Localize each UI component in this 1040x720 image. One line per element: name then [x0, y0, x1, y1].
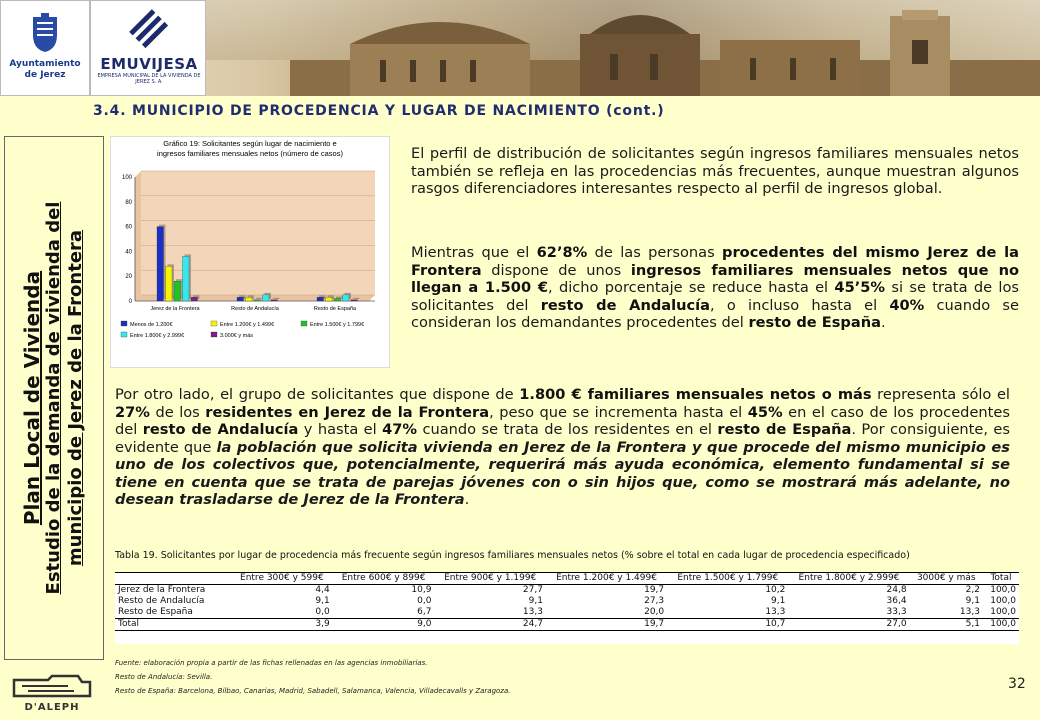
daleph-name: D'ALEPH [24, 702, 80, 713]
chart-bar-shadow [353, 298, 360, 299]
table-header-cell: Entre 900€ y 1.199€ [434, 573, 545, 585]
table-total-row [115, 619, 1019, 631]
ayto-line-1: Ayuntamiento [9, 59, 81, 69]
table-header-cell: Entre 1.500€ y 1.799€ [667, 573, 788, 585]
chart-bar [174, 281, 181, 301]
table-cell: 36,4 [886, 596, 907, 606]
emuvijesa-logo [90, 0, 206, 96]
chart-bar [237, 297, 244, 301]
paragraph-2 [411, 244, 1019, 332]
table-cell: 13,3 [522, 607, 543, 617]
legend-swatch [211, 321, 217, 326]
table-caption: Tabla 19. Solicitantes por lugar de procedencia más frecuente según ingresos familiares mensuales netos (% sobre el total en cada lugar de procedencia especificado) [115, 550, 910, 561]
emphasis-run: 27% [115, 403, 150, 421]
table-header-cell: Entre 1.200€ y 1.499€ [546, 573, 667, 585]
income-chart [111, 137, 389, 367]
sources-notes [115, 656, 510, 698]
emphasis-run: resto de Andalucía [142, 421, 299, 438]
text-run: cuando se consideran los demandantes procedentes del [411, 296, 1019, 331]
legend-label: Entre 1.500€ y 1.799€ [310, 322, 365, 328]
table-header-cell: Total [983, 573, 1019, 585]
chart-y-tick-label: 0 [128, 299, 132, 305]
emphasis-run: procedentes del mismo Jerez de la Frontera [411, 244, 1019, 279]
table-cell: 9,1 [965, 596, 980, 606]
legend-label: Menos de 1.200€ [130, 322, 173, 328]
sidebar-vertical-title [21, 202, 87, 595]
emphasis-run: resto de Andalucía [540, 296, 711, 314]
emphasis-run: residentes en Jerez de la Frontera [205, 403, 490, 421]
row-label: Total [115, 619, 231, 631]
chart-bar [343, 295, 350, 301]
text-run: Mientras que el [411, 244, 537, 261]
text-run: . Por consiguiente, es evidente que [115, 421, 1011, 456]
row-label: Resto de España [118, 607, 193, 617]
chart-bar [166, 266, 173, 301]
text-run: de los [149, 403, 206, 421]
table-header-cell [115, 573, 231, 585]
chart-x-tick-label: Resto de España [313, 306, 357, 312]
table-cell: 13,3 [765, 607, 786, 617]
table-cell: 24,8 [886, 585, 907, 595]
paragraph-1: El perfil de distribución de solicitantes según ingresos familiares mensuales netos también se refleja en las procedencias más frecuentes, aunque muestran algunos rasgos diferenciadores interesantes respecto al perfil de ingresos global. [411, 145, 1019, 197]
table-cell: 100,0 [990, 596, 1016, 606]
chart-y-tick-label: 60 [125, 224, 132, 231]
emuvijesa-subtitle: EMPRESA MUNICIPAL DE LA VIVIENDA DE JEREZ S. A. [97, 73, 201, 85]
table-cell: 13,3 [959, 607, 980, 617]
chart-y-tick-label: 40 [125, 249, 132, 256]
table-cell: 100,0 [983, 619, 1019, 631]
emphasis-run: la población que solicita vivienda en Jerez de la Frontera y que procede del mismo municipio es uno de los colectivos que, potencialmente, requerirá más ayuda económica, elemento fundamental si se tiene en cuenta que se trata de parejas jóvenes con o sin hijos que, como se mostrará más adelante, no desean trasladarse de Jerez de la Frontera [115, 438, 1010, 508]
text-run: , peso que se incrementa hasta el [489, 403, 748, 421]
emuvijesa-mark-icon [129, 7, 169, 51]
chart-back-wall [141, 171, 375, 295]
table-cell: 19,7 [546, 619, 667, 631]
table-header-cell: 3000€ y más [910, 573, 983, 585]
daleph-mark-icon [8, 672, 96, 702]
ayto-line-2: de Jerez [24, 70, 66, 80]
table-cell: 10,9 [411, 585, 432, 595]
source-line: Resto de España: Barcelona, Bilbao, Canarias, Madrid, Sabadell, Salamanca, Valencia, Villadecavalls y Zaragoza. [115, 687, 511, 695]
text-run: , o incluso hasta el [710, 296, 890, 314]
chart-bar [271, 300, 278, 301]
emphasis-run: resto de España [748, 314, 881, 331]
legend-label: 3.000€ y más [220, 333, 254, 339]
page-number: 32 [1008, 676, 1026, 692]
table-row [115, 585, 1019, 597]
sidebar-frame [4, 136, 104, 660]
row-label: Jerez de la Frontera [118, 585, 206, 595]
table-header-cell: Entre 300€ y 599€ [231, 573, 333, 585]
table-header-row [115, 573, 1019, 585]
chart-y-tick-label: 100 [121, 175, 132, 181]
chart-bar [317, 297, 324, 301]
text-run: Por otro lado, el grupo de solicitantes que dispone de [115, 386, 520, 403]
table-cell: 3,9 [231, 619, 333, 631]
header-banner [0, 0, 1040, 96]
text-run: en el caso de los procedentes del [115, 403, 1010, 438]
text-run: dispone de unos [481, 261, 631, 279]
ayuntamiento-logo [0, 0, 90, 96]
chart-bar [183, 256, 190, 301]
coat-of-arms-icon [31, 13, 59, 53]
text-run: , dicho porcentaje se reduce hasta el [548, 279, 835, 296]
emphasis-run: 62’8% [536, 244, 588, 261]
table-cell: 33,3 [886, 607, 907, 617]
chart-bar [254, 300, 261, 301]
income-table [115, 572, 1019, 631]
table-cell: 6,7 [417, 607, 432, 617]
text-run: cuando se trata de los residentes en el [417, 421, 718, 438]
table-cell: 20,0 [644, 607, 665, 617]
text-run: y hasta el [298, 421, 383, 438]
chart-bar-shadow [256, 298, 263, 299]
legend-label: Entre 1.800€ y 2.999€ [130, 333, 185, 339]
legend-label: Entre 1.200€ y 1.499€ [220, 322, 275, 328]
table-row [115, 607, 1019, 619]
paragraph-3 [115, 386, 1010, 509]
section-title: 3.4. MUNICIPIO DE PROCEDENCIA Y LUGAR DE NACIMIENTO (cont.) [93, 103, 665, 119]
table-cell: 100,0 [990, 585, 1016, 595]
chart-y-tick-label: 80 [125, 199, 132, 206]
text-run: representa sólo el [871, 386, 1010, 403]
legend-swatch [211, 332, 217, 337]
emphasis-run: 40% [889, 296, 925, 314]
emphasis-run: ingresos familiares mensuales netos que no llegan a 1.500 € [411, 261, 1020, 296]
chart-bar [191, 297, 198, 301]
legend-swatch [301, 321, 307, 326]
table-cell: 9,0 [333, 619, 435, 631]
table-cell: 0,0 [315, 607, 330, 617]
table-row [115, 596, 1019, 607]
table-header-cell: Entre 600€ y 899€ [333, 573, 435, 585]
source-line: Resto de Andalucía: Sevilla. [115, 673, 213, 681]
table-cell: 0,0 [417, 596, 432, 606]
source-line: Fuente: elaboración propia a partir de las fichas rellenadas en las agencias inmobiliarias. [115, 659, 428, 667]
table-header-cell: Entre 1.800€ y 2.999€ [788, 573, 909, 585]
table-cell: 10,2 [765, 585, 786, 595]
text-run: . [464, 491, 470, 508]
chart-bar [351, 300, 358, 301]
sidebar-line-3: municipio de Jerez de la Frontera [65, 229, 86, 567]
chart-bar [157, 227, 164, 301]
chart-bar [326, 297, 333, 301]
table-container [115, 572, 1019, 644]
table-cell: 2,2 [965, 585, 980, 595]
emphasis-run: 45’5% [834, 279, 886, 296]
daleph-logo [8, 672, 96, 716]
chart-frame [110, 136, 390, 368]
table-cell: 10,7 [667, 619, 788, 631]
legend-swatch [121, 332, 127, 337]
emphasis-run: resto de España [717, 421, 852, 438]
text-run: si se trata de los solicitantes del [411, 279, 1020, 314]
chart-x-tick-label: Jerez de la Frontera [150, 306, 200, 312]
sidebar-line-2: Estudio de la demanda de vivienda del [43, 201, 64, 595]
chart-bar [246, 297, 253, 301]
table-cell: 27,7 [522, 585, 543, 595]
sidebar-line-1: Plan Local de Vivienda [20, 270, 44, 526]
table-cell: 19,7 [644, 585, 665, 595]
table-cell: 9,1 [771, 596, 786, 606]
table-cell: 9,1 [528, 596, 543, 606]
chart-bar-shadow [273, 298, 280, 299]
table-cell: 27,3 [644, 596, 665, 606]
chart-y-tick-label: 20 [125, 274, 132, 281]
legend-swatch [121, 321, 127, 326]
table-cell: 27,0 [788, 619, 909, 631]
text-run: de las personas [587, 244, 723, 261]
chart-title-line: ingresos familiares mensuales netos (número de casos) [157, 149, 343, 158]
emuvijesa-name: EMUVIJESA [100, 55, 198, 73]
cathedral-image [290, 10, 1040, 96]
chart-bar [334, 299, 341, 301]
row-label: Resto de Andalucía [118, 596, 205, 606]
table-cell: 5,1 [910, 619, 983, 631]
table-cell: 100,0 [990, 607, 1016, 617]
chart-title-line: Gráfico 19: Solicitantes según lugar de nacimiento e [163, 139, 337, 148]
text-run: . [880, 314, 886, 331]
emphasis-run: 1.800 € familiares mensuales netos o más [519, 386, 872, 403]
table-cell: 24,7 [434, 619, 545, 631]
chart-bar [263, 295, 270, 301]
emphasis-run: 47% [382, 421, 418, 438]
table-cell: 4,4 [315, 585, 330, 595]
chart-x-tick-label: Resto de Andalucía [231, 306, 279, 312]
emphasis-run: 45% [747, 403, 783, 421]
table-cell: 9,1 [315, 596, 330, 606]
